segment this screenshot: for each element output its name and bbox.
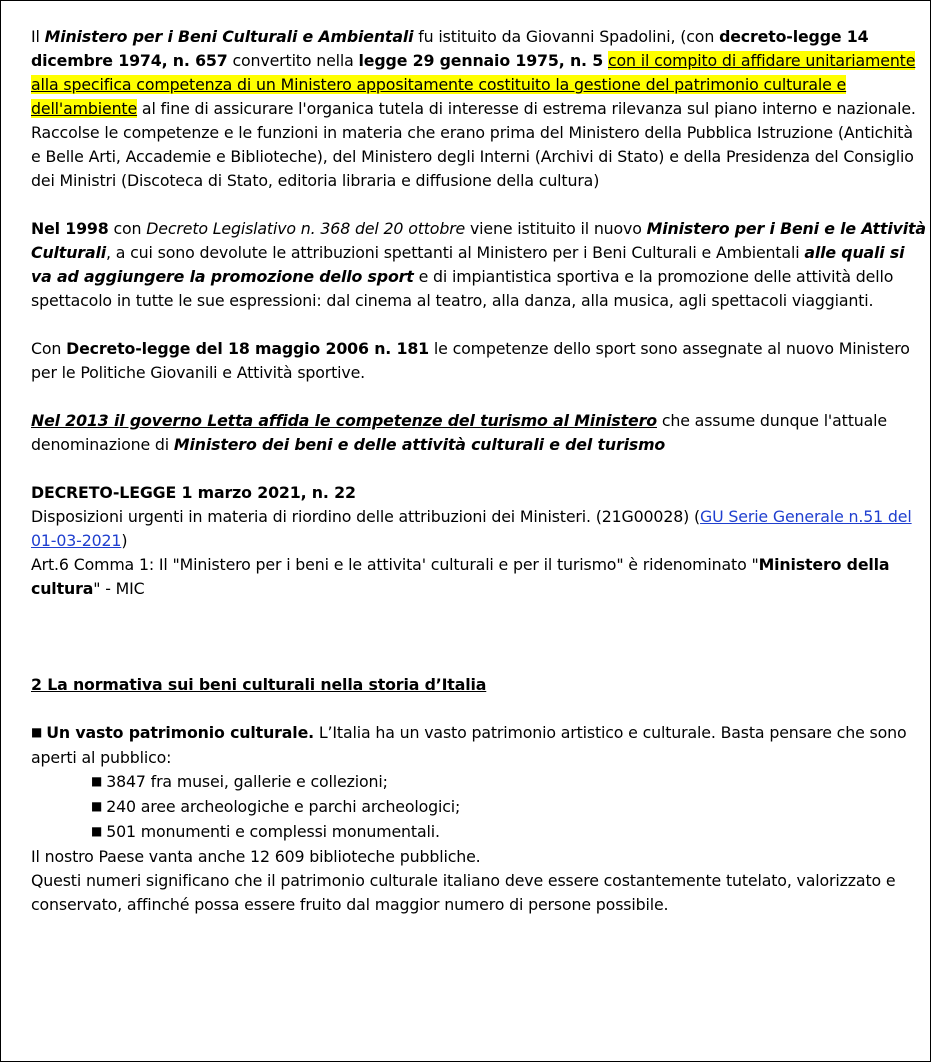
ministry-name-1998: Ministero per i Beni e le Attività Culturali [31, 219, 926, 262]
section-2-title: 2 La normativa sui beni culturali nella storia d’Italia [31, 675, 487, 694]
text: " - MIC [93, 579, 145, 598]
decreto-title [31, 481, 927, 505]
paragraph-1998 [31, 217, 927, 313]
paragraph-2006 [31, 337, 927, 385]
text: Il [31, 27, 45, 46]
text: convertito nella [227, 51, 359, 70]
decree-2006: Decreto-legge del 18 maggio 2006 n. 181 [66, 339, 430, 358]
text: ) [121, 531, 128, 550]
gu-link[interactable]: GU Serie Generale n.51 del 01-03-2021 [31, 507, 912, 550]
text: le competenze dello sport sono assegnate al nuovo Ministero per le Politiche Giovanili e Attività sportive. [31, 339, 910, 382]
text: L’Italia ha un vasto patrimonio artistico e culturale. Basta pensare che sono aperti al pubblico: [31, 723, 907, 767]
square-bullet-icon: ■ [91, 824, 103, 838]
ministero-cultura: Ministero della cultura [31, 555, 890, 598]
list-item-text: 501 monumenti e complessi monumentali. [106, 822, 440, 841]
highlighted-text: con il compito di affidare unitariamente alla specifica competenza di un Ministero appositamente costituito la gestione del patrimonio culturale e dell'ambiente [31, 51, 916, 118]
list-item [91, 820, 927, 845]
paragraph-ministero-1974 [31, 25, 927, 121]
decreto-description [31, 505, 927, 553]
decreto-2021-title: DECRETO-LEGGE 1 marzo 2021, n. 22 [31, 483, 356, 502]
turismo-2013: Nel 2013 il governo Letta affida le competenze del turismo al Ministero [31, 411, 657, 430]
decreto-article [31, 553, 927, 601]
ministry-name: Ministero per i Beni Culturali e Ambientali [44, 27, 414, 46]
text: Disposizioni urgenti in materia di riordino delle attribuzioni dei Ministeri. (21G00028) ( [31, 507, 701, 526]
year-1998: Nel 1998 [31, 219, 109, 238]
paragraph-competenze: Raccolse le competenze e le funzioni in materia che erano prima del Ministero della Pubblica Istruzione (Antichità e Belle Arti, Accademie e Biblioteche), del Ministero degli Interni (Archivi di Stato) e della Presidenza del Consiglio dei Ministri (Discoteca di Stato, editoria libraria e diffusione della cultura) [31, 123, 914, 190]
stats-list [31, 770, 927, 845]
decree-ref: decreto-legge 14 dicembre 1974, n. 657 [31, 27, 869, 70]
text: viene istituito il nuovo [465, 219, 647, 238]
list-item [91, 795, 927, 820]
text: che assume dunque l'attuale denominazione di [31, 411, 887, 454]
text: e di impiantistica sportiva e la promozione delle attività dello spettacolo in tutte le sue espressioni: dal cinema al teatro, alla danza, alla musica, agli spettacoli viaggianti. [31, 267, 894, 310]
section-heading [31, 673, 927, 697]
text: , a cui sono devolute le attribuzioni spettanti al Ministero per i Beni Culturali e Ambientali [105, 243, 805, 262]
biblioteche-line: Il nostro Paese vanta anche 12 609 biblioteche pubbliche. [31, 847, 481, 866]
square-bullet-icon: ■ [31, 725, 43, 739]
document-body [31, 25, 927, 917]
closing-paragraph: Questi numeri significano che il patrimonio culturale italiano deve essere costantemente tutelato, valorizzato e conservato, affinché possa essere fruito dal maggior numero di persone possibile. [31, 871, 896, 914]
list-item-text: 3847 fra musei, gallerie e collezioni; [106, 772, 388, 791]
decree-1998: Decreto Legislativo n. 368 del 20 ottobre [146, 219, 466, 238]
ministry-name-2013: Ministero dei beni e delle attività culturali e del turismo [173, 435, 666, 454]
list-item-text: 240 aree archeologiche e parchi archeologici; [106, 797, 461, 816]
square-bullet-icon: ■ [91, 799, 103, 813]
square-bullet-icon: ■ [91, 774, 103, 788]
list-item [91, 770, 927, 795]
text: al fine di assicurare l'organica tutela di interesse di estrema rilevanza sul piano interno e nazionale. [137, 99, 916, 118]
text: fu istituito da Giovanni Spadolini, (con [413, 27, 720, 46]
text: con [108, 219, 147, 238]
text: Con [31, 339, 67, 358]
paragraph-2013 [31, 409, 927, 457]
lead-bold: Un vasto patrimonio culturale. [46, 723, 314, 742]
patrimonio-lead [31, 721, 927, 770]
law-ref: legge 29 gennaio 1975, n. 5 [358, 51, 604, 70]
sport-promotion: alle quali si va ad aggiungere la promozione dello sport [31, 243, 905, 286]
text: Art.6 Comma 1: Il "Ministero per i beni e le attivita' culturali e per il turismo" è ridenominato " [31, 555, 759, 574]
